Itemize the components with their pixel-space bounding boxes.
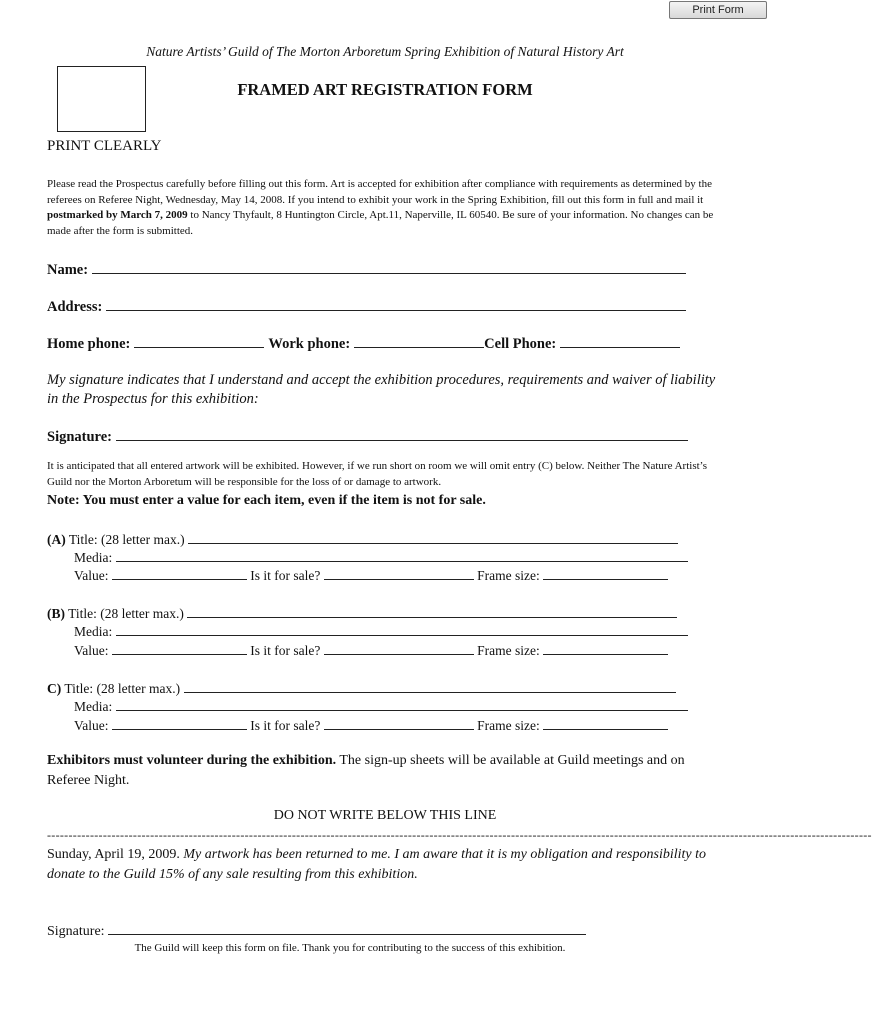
intro-paragraph [47,177,727,239]
item-b-media-field[interactable] [116,622,688,636]
signature-row [47,426,688,446]
divider-dashes: ------------------------------------------------------------------------------------------------------------------------------------------------------------------------------------------------ [47,828,872,842]
item-c-title-row [47,679,676,697]
name-row [47,259,686,279]
print-clearly-label: PRINT CLEARLY [47,138,162,154]
item-a-media-row [74,548,688,566]
print-form-button[interactable]: Print Form [669,1,767,19]
form-title: FRAMED ART REGISTRATION FORM [237,80,533,99]
item-c-sale-label: Is it for sale? [250,718,321,733]
phone-row [47,333,680,353]
address-field[interactable] [106,296,686,311]
name-field[interactable] [92,259,686,274]
home-phone-label: Home phone: [47,336,131,352]
item-c-value-row [74,716,668,734]
intro-deadline: postmarked by March 7, 2009 [47,209,188,221]
item-c-title-label: Title: (28 letter max.) [64,681,181,696]
item-a-media-field[interactable] [116,548,688,562]
item-c-media-label: Media: [74,699,113,714]
item-c-title-field[interactable] [184,679,676,693]
signature-label: Signature: [47,429,112,445]
item-b-title-label: Title: (28 letter max.) [68,606,184,621]
item-a-sale-label: Is it for sale? [250,568,321,583]
home-phone-field[interactable] [134,333,264,348]
item-c-media-row [74,697,688,715]
volunteer-bold: Exhibitors must volunteer during the exhibition. [47,753,337,768]
agreement-text: My signature indicates that I understand and accept the exhibition procedures, requirements and waiver of liability in the Prospectus for this exhibition: [47,372,716,407]
item-b-title-field[interactable] [187,604,677,618]
exhibition-subtitle: Nature Artists’ Guild of The Morton Arboretum Spring Exhibition of Natural History Art [146,44,624,59]
item-b-frame-field[interactable] [543,641,668,655]
item-a-value-label: Value: [74,568,109,583]
address-label: Address: [47,299,103,315]
signature-field[interactable] [116,426,688,441]
item-c-value-label: Value: [74,718,109,733]
footer-signature-field[interactable] [108,920,586,935]
item-a-frame-field[interactable] [543,566,668,580]
item-a-media-label: Media: [74,550,113,565]
volunteer-rest: The sign-up sheets will be available at Guild meetings and on Referee Night. [47,753,685,788]
item-c-frame-label: Frame size: [477,718,540,733]
item-a-letter: (A) [47,532,66,547]
item-a-frame-label: Frame size: [477,568,540,583]
item-c-sale-field[interactable] [324,716,474,730]
volunteer-text [47,751,727,791]
item-c-media-field[interactable] [116,697,688,711]
anticipated-text: It is anticipated that all entered artwork will be exhibited. However, if we run short on room we will omit entry (C) below. Neither The Nature Artist’s Guild nor the Morton Arboretum will be responsible for the loss of or damage to artwork. [47,460,707,488]
item-a-value-field[interactable] [112,566,247,580]
item-a-title-row [47,530,678,548]
item-b-media-label: Media: [74,624,113,639]
item-a-sale-field[interactable] [324,566,474,580]
note-text: Note: You must enter a value for each item, even if the item is not for sale. [47,493,486,508]
work-phone-field[interactable] [354,333,484,348]
work-phone-label: Work phone: [268,336,351,352]
item-c-letter: C) [47,681,62,696]
intro-text-2: to Nancy Thyfault, 8 Huntington Circle, Apt.11, Naperville, IL 60540. Be sure of your information. No changes can be made after the form is submitted. [47,209,714,237]
footer-signature-label: Signature: [47,924,105,939]
cell-phone-label: Cell Phone: [484,336,557,352]
item-b-value-label: Value: [74,643,109,658]
intro-text-1: Please read the Prospectus carefully before filling out this form. Art is accepted for exhibition after compliance with requirements as determined by the referees on Referee Night, Wednesday, May 14, 2008. If you intend to exhibit your work in the Spring Exhibition, fill out this form in full and mail it [47,178,712,206]
do-not-write-heading: DO NOT WRITE BELOW THIS LINE [273,808,497,823]
return-date: Sunday, April 19, 2009. [47,847,180,862]
item-c-value-field[interactable] [112,716,247,730]
item-b-title-row [47,604,677,622]
item-b-sale-field[interactable] [324,641,474,655]
cell-phone-field[interactable] [560,333,680,348]
item-b-frame-label: Frame size: [477,643,540,658]
item-b-letter: (B) [47,606,65,621]
item-a-title-label: Title: (28 letter max.) [68,532,185,547]
return-text: My artwork has been returned to me. I am aware that it is my obligation and responsibility to donate to the Guild 15% of any sale resulting from this exhibition. [47,847,706,882]
item-b-media-row [74,622,688,640]
item-a-value-row [74,566,668,584]
item-b-value-field[interactable] [112,641,247,655]
name-label: Name: [47,262,89,278]
address-row [47,296,686,316]
item-b-value-row [74,641,668,659]
footer-thanks: The Guild will keep this form on file. Thank you for contributing to the success of this exhibition. [134,942,566,954]
item-a-title-field[interactable] [188,530,678,544]
return-statement [47,845,727,884]
footer-signature-row [47,920,586,940]
item-c-frame-field[interactable] [543,716,668,730]
item-b-sale-label: Is it for sale? [250,643,321,658]
